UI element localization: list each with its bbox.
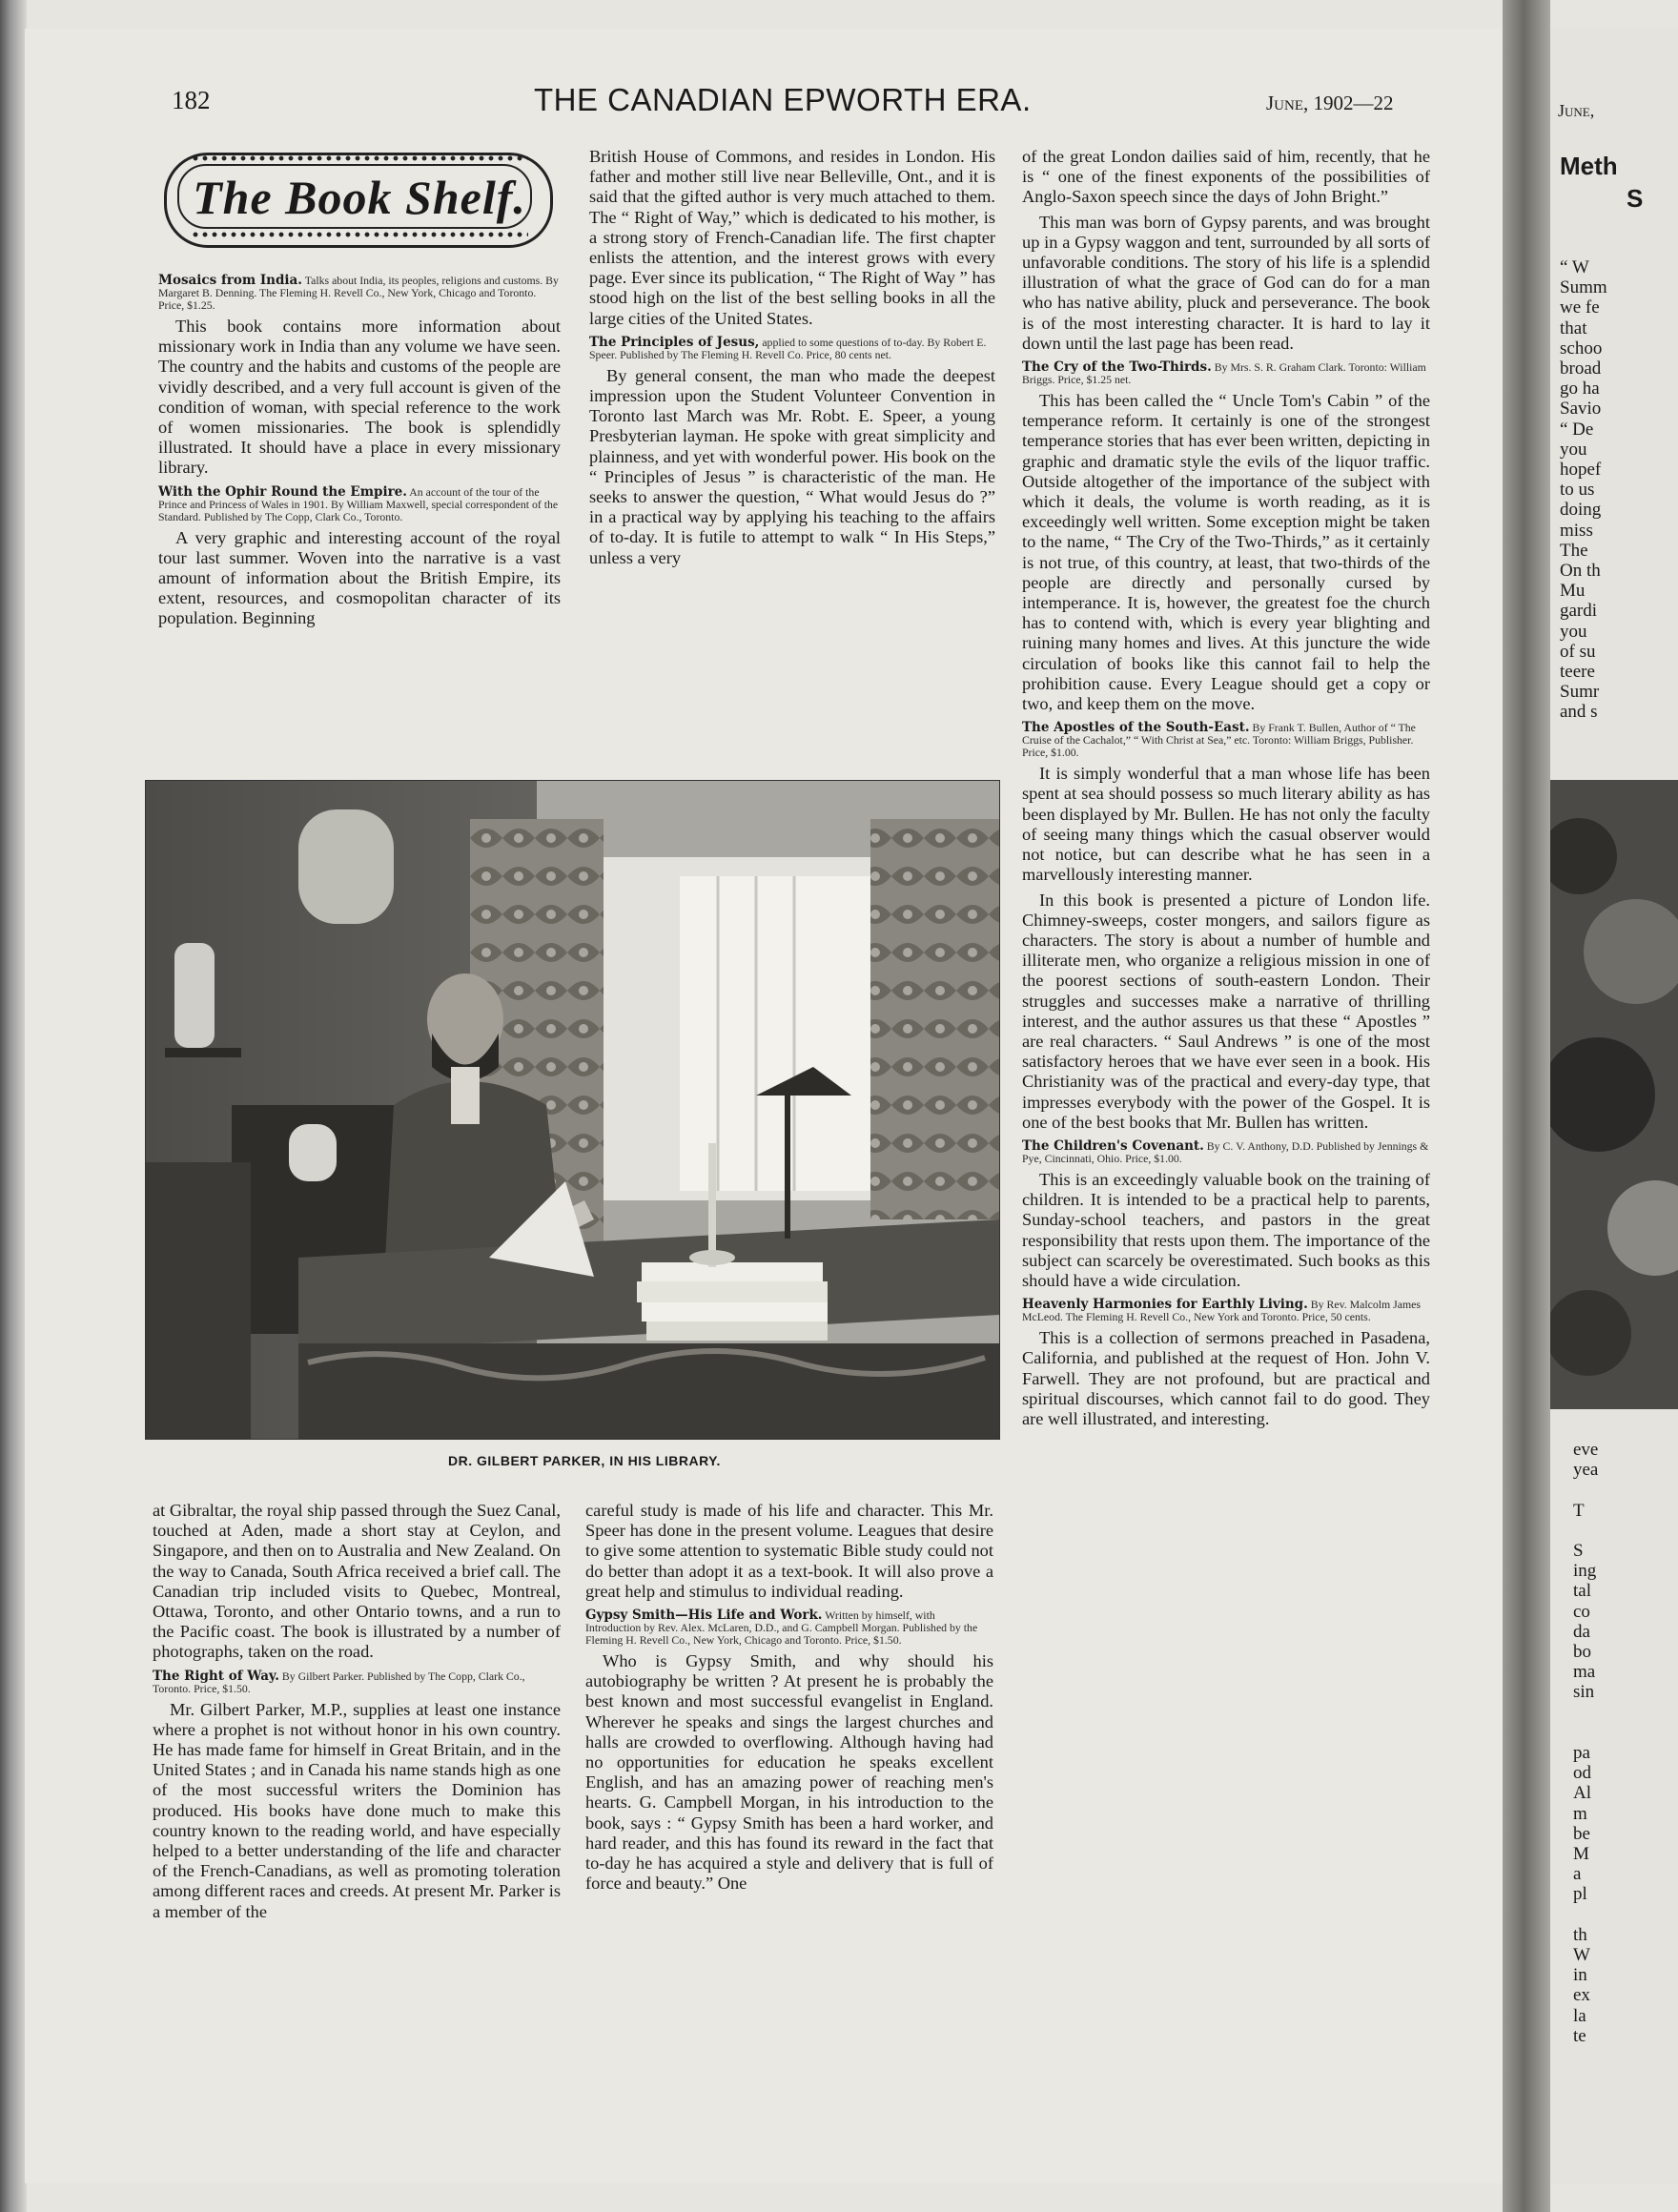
right-page (1550, 29, 1678, 2183)
fragment-line: you (1560, 439, 1587, 460)
book-title: Heavenly Harmonies for Earthly Living. (1022, 1297, 1308, 1313)
fragment-line: be (1573, 1823, 1590, 1844)
fragment-line: pa (1573, 1743, 1590, 1764)
book-meta: By C. V. Anthony, D.D. Published by Jennings & Pye, Cincinnati, Ohio. Price, $1.00. (1022, 1138, 1429, 1165)
right-page-heading: Meth (1560, 152, 1618, 180)
fragment-line: of su (1560, 641, 1596, 662)
fragment-line: that (1560, 317, 1587, 338)
review-paragraph: A very graphic and interesting account of the royal tour last summer. Woven into the narrative is a vast amount of information about the British Empire, its extent, resources, and cosmopolitan character of its population. Beginning (158, 527, 561, 628)
book-title: With the Ophir Round the Empire. (158, 483, 407, 500)
book-title: Mosaics from India. (158, 273, 302, 288)
fragment-line: ing (1573, 1561, 1597, 1582)
fragment-line: teere (1560, 662, 1595, 683)
fragment-line: On th (1560, 561, 1601, 582)
fragment-line (1573, 1723, 1598, 1743)
fragment-line: ma (1573, 1662, 1596, 1683)
right-page-photo-fragment (1550, 780, 1678, 1409)
issue-date: June, 1902—22 (1266, 92, 1394, 114)
photo-caption: DR. GILBERT PARKER, IN HIS LIBRARY. (448, 1453, 721, 1468)
fragment-line: hopef (1560, 460, 1602, 481)
fragment-line: go ha (1560, 379, 1600, 399)
fragment-line: a (1573, 1864, 1582, 1885)
fragment-line: pl (1573, 1884, 1587, 1905)
review-paragraph: careful study is made of his life and character. This Mr. Speer has done in the present volume. Leagues that desire to give some attention to systematic Bible study could not do better than adopt it as a text-book. It will also prove a great help and stimulus to individual reading. (585, 1501, 993, 1601)
fragment-line: eve (1573, 1440, 1599, 1460)
book-title: Gypsy Smith—His Life and Work. (585, 1608, 823, 1624)
fragment-line: doing (1560, 500, 1602, 521)
book-title: The Right of Way. (153, 1668, 279, 1684)
fragment-line: Mu (1560, 581, 1586, 602)
fragment-line: The (1560, 540, 1588, 561)
fragment-line: ex (1573, 1985, 1590, 2006)
book-entry-gypsy-smith (585, 1609, 993, 1647)
fragment-line: m (1573, 1803, 1587, 1824)
fragment-line: M (1573, 1844, 1589, 1865)
fragment-line: in (1573, 1965, 1587, 1986)
book-title: The Principles of Jesus, (589, 334, 760, 350)
column-2-top (589, 147, 995, 573)
fragment-line: to us (1560, 480, 1595, 501)
fragment-line: “ W (1560, 257, 1589, 277)
review-paragraph: This is a collection of sermons preached in Pasadena, California, and published at the request of Hon. John V. Farwell. They are not profound, but are practical and spiritual discourses, which cannot fail to do good. They are well illustrated, and interesting. (1022, 1328, 1430, 1428)
review-paragraph: This has been called the “ Uncle Tom's Cabin ” of the temperance reform. It certainly is one of the strongest temperance stories that has ever been written, depicting in graphic and dramatic style the evils of the liquor traffic. Outside altogether of the importance of the subject with which it deals, the volume is worth reading, as it is exceedingly well written. Some exception might be taken to the name, “ The Cry of the Two-Thirds,” as it certainly is not true, of this country, at least, that two-thirds of the people are directly and personally cursed by intemperance. It is, however, the greatest foe the church has to contend with, which is every year blighting and ruining many homes and lives. At this juncture the wide circulation of books like this cannot fail to help the prohibition cause. Every League should get a copy or two, and keep them on the move. (1022, 391, 1430, 714)
review-paragraph: By general consent, the man who made the deepest impression upon the Student Volunteer Convention in Toronto last March was Mr. Robt. E. Speer, a young Presbyterian layman. He spoke with great simplicity and plainness, and yet with wonderful power. His book on the “ Principles of Jesus ” is characteristic of the man. He seeks to answer the question, “ What would Jesus do ?” in a practical way by applying his teaching to the affairs of to-day. It is futile to attempt to walk “ In His Steps,” unless a very (589, 365, 995, 567)
fragment-line: te (1573, 2025, 1586, 2046)
fragment-line: Summ (1560, 277, 1607, 298)
book-meta: Talks about India, its peoples, religions and customs. By Margaret B. Denning. The Fleming H. Revell Co., New York, Chicago and Toronto. Price, $1.25. (158, 274, 559, 312)
masthead-dot-border-top (191, 154, 528, 162)
review-paragraph: Who is Gypsy Smith, and why should his autobiography be written ? At present he is probably the best known and most successful evangelist in England. Wherever he speaks and sings the largest churches and halls are crowded to overflowing. Although having had no opportunities for education he speaks excellent English, and has an amazing power of reaching men's hearts. G. Campbell Morgan, in his introduction to the book, says : “ Gypsy Smith has been a hard worker, and hard reader, and this has found its reward in the fact that to-day he has acquired a style and delivery that is full of force and beauty.” One (585, 1651, 993, 1894)
review-paragraph: This book contains more information about missionary work in India than any volume we have seen. The country and the habits and customs of the people are vividly described, and a very full account is given of the condition of woman, with special reference to the work of women missionaries. The book is splendidly illustrated. It should have a place in every missionary library. (158, 317, 561, 478)
fragment-line: miss (1560, 520, 1593, 541)
book-meta: By Gilbert Parker. Published by The Copp, Clark Co., Toronto. Price, $1.50. (153, 1669, 525, 1695)
fragment-line (1573, 1521, 1598, 1541)
review-paragraph: This man was born of Gypsy parents, and was brought up in a Gypsy waggon and tent, surrounded by all sorts of unfavorable conditions. The story of his life is a splendid illustration of what the grace of God can do for a man who has native ability, pluck and perseverance. The book is of the most interesting character. It is hard to lay it down until the last page has been read. (1022, 212, 1430, 353)
fragment-line: da (1573, 1621, 1590, 1642)
fragment-line: and s (1560, 702, 1598, 723)
book-meta: By Rev. Malcolm James McLeod. The Fleming H. Revell Co., New York and Toronto. Price, 50 cents. (1022, 1298, 1421, 1324)
right-photo-foliage (1550, 780, 1678, 1409)
fragment-line: Sumr (1560, 682, 1600, 703)
photo-illustration (146, 781, 999, 1439)
book-title: The Apostles of the South-East. (1022, 720, 1250, 736)
book-entry-harmonies (1022, 1299, 1430, 1323)
review-paragraph: at Gibraltar, the royal ship passed through the Suez Canal, touched at Aden, made a short stay at Ceylon, and Singapore, and then on to Australia and New Zealand. On the way to Canada, South Africa received a brief call. The Canadian trip included visits to Quebec, Montreal, Ottawa, Toronto, and other Ontario towns, and a run to the Pacific coast. The book is illustrated by a number of photographs, taken on the road. (153, 1501, 561, 1662)
review-paragraph: British House of Commons, and resides in London. His father and mother still live near Belleville, Ont., and it is said that the gifted author is very much attached to them. The “ Right of Way,” which is dedicated to his mother, is a strong story of French-Canadian life. The first chapter enlists the attention, and the interest grows with every page. Ever since its publication, “ The Right of Way ” has stood high on the list of the best selling books in all the large cities of the United States. (589, 147, 995, 328)
fragment-line: sin (1573, 1682, 1595, 1703)
fragment-line: od (1573, 1763, 1591, 1784)
review-paragraph: of the great London dailies said of him, recently, that he is “ one of the finest exponents of the possibilities of Anglo-Saxon speech since the days of John Bright.” (1022, 147, 1430, 207)
fragment-line: th (1573, 1924, 1587, 1945)
column-2-bottom (585, 1501, 993, 1898)
fragment-line: T (1573, 1500, 1585, 1521)
book-meta: By Mrs. S. R. Graham Clark. Toronto: William Briggs. Price, $1.25 net. (1022, 360, 1426, 387)
right-page-header: June, (1558, 101, 1595, 120)
book-entry-cry (1022, 361, 1430, 386)
fragment-line (1573, 1905, 1598, 1925)
fragment-line: broad (1560, 358, 1602, 379)
masthead-title: The Book Shelf. (193, 171, 526, 224)
fragment-line: Savio (1560, 399, 1602, 420)
fragment-line: S (1573, 1541, 1584, 1562)
page-number: 182 (172, 86, 211, 114)
right-page-text-top (1560, 257, 1607, 723)
book-entry-covenant (1022, 1137, 1430, 1165)
book-shelf-masthead (164, 153, 555, 250)
book-entry-right-of-way (153, 1670, 561, 1695)
review-paragraph: It is simply wonderful that a man whose life has been spent at sea should possess so much literary ability as has been displayed by Mr. Bullen. He has not only the faculty of seeing many things which the casual observer would not notice, but can describe what he has seen in a marvellously interesting manner. (1022, 764, 1430, 885)
right-page-text-bottom (1573, 1440, 1598, 2046)
page-gutter (1503, 0, 1550, 2212)
book-entry-apostles (1022, 722, 1430, 759)
fragment-line: gardi (1560, 601, 1598, 622)
masthead-dot-border-bottom (191, 231, 528, 238)
review-paragraph: In this book is presented a picture of London life. Chimney-sweeps, coster mongers, and sailors figure as characters. The story is about a number of humble and illiterate men, who organize a religious mission in one of the poorest sections of south-eastern London. Their struggles and successes make a narrative of thrilling interest, and the author assures us that these “ Apostles ” are real characters. “ Saul Andrews ” is one of the most satisfactory heroes that we have ever seen in a book. His Christianity was of the practical and every-day type, that impresses everybody with the power of the Gospel. It is one of the best books that Mr. Bullen has written. (1022, 890, 1430, 1132)
review-paragraph: This is an exceedingly valuable book on the training of children. It is intended to be a practical help to parents, Sunday-school teachers, and pastors in the great responsibility that rests upon them. The importance of the subject can scarcely be overestimated. Such books as this should have a wide circulation. (1022, 1169, 1430, 1290)
running-title: THE CANADIAN EPWORTH ERA. (534, 82, 1032, 117)
fragment-line: schoo (1560, 338, 1603, 358)
fragment-line: you (1560, 621, 1587, 642)
column-1-bottom (153, 1501, 561, 1927)
review-paragraph: Mr. Gilbert Parker, M.P., supplies at least one instance where a prophet is not without honor in his own country. He has made fame for himself in Great Britain, and in the United States ; and in Canada his name stands high as one of the most successful writers the Dominion has produced. His books have done much to make this country known to the reading world, and have especially helped to a better understanding of the life and character of the French-Canadians, as well as promoting toleration among different races and creeds. At present Mr. Parker is a member of the (153, 1699, 561, 1921)
fragment-line: la (1573, 2005, 1586, 2026)
fragment-line: tal (1573, 1581, 1591, 1602)
library-photograph (145, 780, 1000, 1440)
fragment-line: bo (1573, 1642, 1591, 1663)
binding-shadow (0, 0, 27, 2212)
fragment-line: co (1573, 1601, 1590, 1622)
fragment-line: we fe (1560, 297, 1600, 318)
column-3 (1022, 147, 1430, 1434)
book-title: The Cry of the Two-Thirds. (1022, 359, 1212, 376)
book-meta: applied to some questions of to-day. By Robert E. Speer. Published by The Fleming H. Revell Co. Price, 80 cents net. (589, 335, 987, 361)
column-1-top (158, 267, 561, 634)
book-meta: An account of the tour of the Prince and Princess of Wales in 1901. By William Maxwell, special correspondent of the Standard. Published by The Copp, Clark Co., Toronto. (158, 484, 559, 523)
book-entry-principles (589, 334, 995, 361)
fragment-line: “ De (1560, 419, 1594, 440)
book-meta: Written by himself, with Introduction by Rev. Alex. McLaren, D.D., and G. Campbell Morgan. Published by the Fleming H. Revell Co., New York, Chicago and Toronto. Price, $1.50. (585, 1608, 978, 1648)
fragment-line: W (1573, 1945, 1590, 1966)
fragment-line: yea (1573, 1460, 1599, 1481)
book-meta: By Frank T. Bullen, Author of “ The Cruise of the Cachalot,” “ With Christ at Sea,” etc. Toronto: William Briggs, Publisher. Price, $1.00. (1022, 721, 1416, 760)
fragment-line (1573, 1703, 1598, 1723)
book-entry-mosaics (158, 275, 561, 312)
right-page-heading-2: S (1627, 184, 1644, 213)
fragment-line: Al (1573, 1783, 1591, 1804)
book-entry-ophir (158, 483, 561, 523)
fragment-line (1573, 1480, 1598, 1500)
book-title: The Children's Covenant. (1022, 1137, 1204, 1154)
